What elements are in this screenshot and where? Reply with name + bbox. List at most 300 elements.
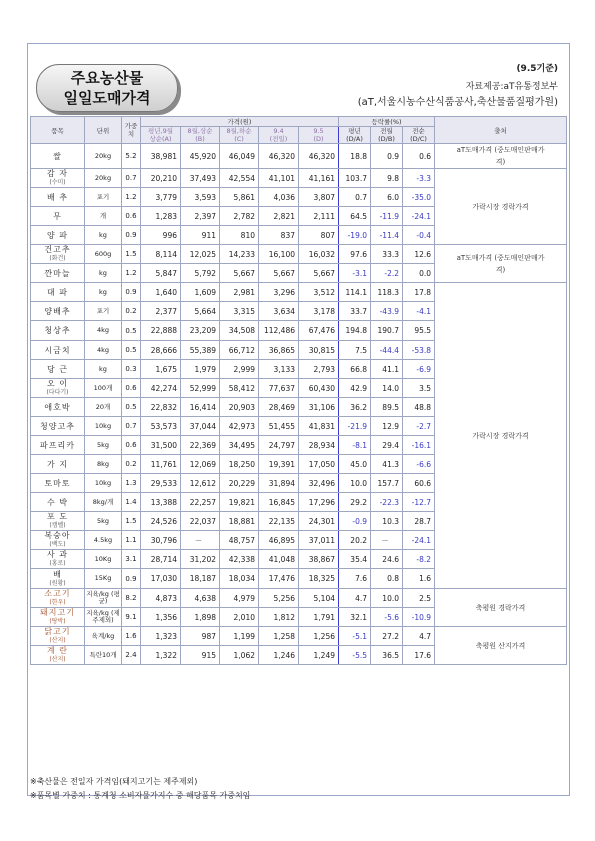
price-cell-a: 13,388	[141, 493, 181, 512]
price-cell-b: －	[181, 531, 220, 550]
weight-cell: 0.5	[122, 398, 141, 417]
price-cell-d: 60,430	[299, 379, 339, 398]
rate-cell-r2: 33.3	[371, 245, 403, 264]
weight-cell: 0.9	[122, 569, 141, 589]
price-cell-c: 18,250	[220, 455, 259, 474]
price-cell-a: 11,761	[141, 455, 181, 474]
price-cell-d: 3,178	[299, 302, 339, 321]
source-cell: 가락시장 경락가격	[435, 169, 567, 245]
item-name-cell	[31, 550, 85, 569]
price-cell-a: 1,283	[141, 207, 181, 226]
price-cell-d: 18,325	[299, 569, 339, 589]
price-cell-a: 28,714	[141, 550, 181, 569]
item-name: 양 파	[47, 230, 68, 240]
rate-cell-r2: 27.2	[371, 627, 403, 646]
rate-cell-r2: 0.9	[371, 144, 403, 169]
price-cell-a: 5,847	[141, 264, 181, 283]
price-cell-b: 52,999	[181, 379, 220, 398]
item-name-cell	[31, 627, 85, 646]
rate-cell-r3: 4.7	[403, 627, 435, 646]
base-date: (9.5기준)	[516, 64, 558, 74]
price-cell-d: 24,301	[299, 512, 339, 531]
weight-cell: 1.3	[122, 474, 141, 493]
rate-cell-r1: 7.5	[339, 341, 371, 360]
rate-cell-r1: 114.1	[339, 283, 371, 302]
rate-cell-r1: -21.9	[339, 417, 371, 436]
rate-cell-r1: 45.0	[339, 455, 371, 474]
item-name: 대 파	[47, 287, 68, 297]
item-name: 청양고추	[40, 421, 75, 431]
price-cell-b: 22,257	[181, 493, 220, 512]
price-cell-b: 915	[181, 646, 220, 665]
source-cell: 축평원 산지가격	[435, 627, 567, 665]
rate-cell-r2: 118.3	[371, 283, 403, 302]
price-cell-b: 12,612	[181, 474, 220, 493]
weight-cell: 1.4	[122, 493, 141, 512]
header-price-col-sub: (B)	[195, 135, 205, 143]
price-cell-p: 3,634	[259, 302, 299, 321]
header-price-col-main: 8월,하순	[226, 127, 252, 135]
unit-cell: 4kg	[85, 321, 122, 341]
price-cell-a: 1,323	[141, 627, 181, 646]
price-cell-d: 1,249	[299, 646, 339, 665]
weight-cell: 0.2	[122, 302, 141, 321]
price-cell-b: 987	[181, 627, 220, 646]
unit-cell: kg	[85, 360, 122, 379]
rate-cell-r1: 29.2	[339, 493, 371, 512]
item-name: 돼지고기	[40, 608, 75, 617]
rate-cell-r3: 60.6	[403, 474, 435, 493]
price-cell-p: 17,476	[259, 569, 299, 589]
item-name-cell	[31, 531, 85, 550]
unit-cell: 지육/kg (평균)	[85, 589, 122, 608]
item-name-cell	[31, 608, 85, 627]
price-cell-p: 3,296	[259, 283, 299, 302]
price-cell-a: 3,779	[141, 188, 181, 207]
rate-cell-r2: -11.4	[371, 226, 403, 245]
price-cell-d: 67,476	[299, 321, 339, 341]
rate-cell-r3: -8.2	[403, 550, 435, 569]
rate-cell-r1: -0.9	[339, 512, 371, 531]
rate-cell-r1: 7.6	[339, 569, 371, 589]
price-cell-a: 22,888	[141, 321, 181, 341]
unit-cell: 20kg	[85, 169, 122, 188]
price-cell-b: 3,593	[181, 188, 220, 207]
item-name: 쌀	[53, 151, 62, 161]
header-rate-col-main: 전월	[380, 127, 393, 135]
price-cell-b: 12,025	[181, 245, 220, 264]
unit-cell: 10Kg	[85, 550, 122, 569]
unit-cell: 특란10개	[85, 646, 122, 665]
price-cell-a: 53,573	[141, 417, 181, 436]
rate-cell-r1: 18.8	[339, 144, 371, 169]
price-cell-c: 810	[220, 226, 259, 245]
price-cell-b: 31,202	[181, 550, 220, 569]
price-cell-b: 1,609	[181, 283, 220, 302]
price-cell-d: 32,496	[299, 474, 339, 493]
price-cell-b: 1,898	[181, 608, 220, 627]
item-name: 배 추	[47, 192, 68, 202]
rate-cell-r2: 0.8	[371, 569, 403, 589]
price-cell-c: 18,034	[220, 569, 259, 589]
item-name-cell	[31, 360, 85, 379]
price-cell-p: 41,101	[259, 169, 299, 188]
unit-cell: 8kg/개	[85, 493, 122, 512]
weight-cell: 0.7	[122, 417, 141, 436]
rate-cell-r3: 28.7	[403, 512, 435, 531]
price-cell-a: 1,356	[141, 608, 181, 627]
unit-cell: 지육/kg (제주제외)	[85, 608, 122, 627]
price-cell-c: 5,667	[220, 264, 259, 283]
price-cell-d: 2,111	[299, 207, 339, 226]
rate-cell-r2: －	[371, 531, 403, 550]
header-weight: 가중치	[122, 117, 141, 144]
price-cell-c: 5,861	[220, 188, 259, 207]
item-name: 파프리카	[40, 440, 75, 450]
unit-cell: 10kg	[85, 474, 122, 493]
item-name: 시금치	[44, 345, 71, 355]
unit-cell: 15Kg	[85, 569, 122, 589]
price-cell-b: 5,664	[181, 302, 220, 321]
weight-cell: 0.7	[122, 169, 141, 188]
price-cell-b: 22,037	[181, 512, 220, 531]
rate-cell-r1: 66.8	[339, 360, 371, 379]
item-name-cell	[31, 226, 85, 245]
price-cell-b: 1,979	[181, 360, 220, 379]
rate-cell-r3: 12.6	[403, 245, 435, 264]
price-cell-p: 5,667	[259, 264, 299, 283]
item-name: 양배추	[44, 306, 71, 316]
price-cell-c: 2,981	[220, 283, 259, 302]
rate-cell-r2: -44.4	[371, 341, 403, 360]
weight-cell: 0.5	[122, 341, 141, 360]
rate-cell-r2: 9.8	[371, 169, 403, 188]
price-cell-p: 5,256	[259, 589, 299, 608]
item-name-cell	[31, 589, 85, 608]
price-cell-p: 51,455	[259, 417, 299, 436]
unit-cell: 4.5kg	[85, 531, 122, 550]
header-source: 출처	[435, 117, 567, 144]
item-name-cell	[31, 169, 85, 188]
price-cell-c: 18,881	[220, 512, 259, 531]
table-row	[31, 283, 567, 302]
rate-cell-r1: 10.0	[339, 474, 371, 493]
item-name: 수 박	[47, 497, 68, 507]
footnote-2: ※품목별 가중치 : 통계청 소비자물가지수 중 해당품목 가중치임	[30, 791, 251, 800]
price-cell-c: 2,999	[220, 360, 259, 379]
header-rate-col-main: 평년	[348, 127, 361, 135]
weight-cell: 0.2	[122, 455, 141, 474]
item-name: 무	[53, 211, 62, 221]
rate-cell-r3: -35.0	[403, 188, 435, 207]
header-rate-group: 등락률(%)	[339, 117, 435, 127]
source-cell: aT도매가격 (중도매인판매가격)	[435, 245, 567, 283]
price-cell-a: 17,030	[141, 569, 181, 589]
price-cell-c: 19,821	[220, 493, 259, 512]
price-cell-b: 45,920	[181, 144, 220, 169]
rate-cell-r2: -5.6	[371, 608, 403, 627]
rate-cell-r1: 0.7	[339, 188, 371, 207]
price-cell-p: 36,865	[259, 341, 299, 360]
price-cell-d: 17,296	[299, 493, 339, 512]
item-name-cell	[31, 264, 85, 283]
weight-cell: 0.5	[122, 321, 141, 341]
header-price-group: 가격(원)	[141, 117, 339, 127]
item-name-cell	[31, 512, 85, 531]
source-provider: 자료제공:aT유통정보부	[465, 82, 558, 92]
price-cell-b: 16,414	[181, 398, 220, 417]
rate-cell-r3: 1.6	[403, 569, 435, 589]
rate-cell-r3: -6.6	[403, 455, 435, 474]
item-name: 사 과	[47, 550, 68, 559]
rate-cell-r1: 42.9	[339, 379, 371, 398]
header-item: 품목	[31, 117, 85, 144]
item-variety: (수미)	[49, 179, 66, 186]
price-cell-b: 55,389	[181, 341, 220, 360]
weight-cell: 0.6	[122, 436, 141, 455]
item-name-cell	[31, 417, 85, 436]
unit-cell: 600g	[85, 245, 122, 264]
rate-cell-r3: 0.0	[403, 264, 435, 283]
table-row	[31, 169, 567, 188]
unit-cell: 5kg	[85, 512, 122, 531]
item-variety: (산지)	[49, 637, 66, 644]
rate-cell-r1: 35.4	[339, 550, 371, 569]
price-cell-d: 46,320	[299, 144, 339, 169]
header-price-col-main: 8월,상순	[187, 127, 213, 135]
rate-cell-r1: -5.1	[339, 627, 371, 646]
price-cell-c: 3,315	[220, 302, 259, 321]
price-cell-c: 34,508	[220, 321, 259, 341]
title-line-2: 일일도매가격	[63, 89, 151, 107]
rate-cell-r2: 190.7	[371, 321, 403, 341]
header-rate-col	[371, 127, 403, 144]
unit-cell: 4kg	[85, 341, 122, 360]
rate-cell-r3: -16.1	[403, 436, 435, 455]
item-name-cell	[31, 646, 85, 665]
price-cell-a: 1,640	[141, 283, 181, 302]
price-cell-b: 37,044	[181, 417, 220, 436]
price-cell-p: 28,469	[259, 398, 299, 417]
unit-cell: 20kg	[85, 144, 122, 169]
price-cell-p: 46,895	[259, 531, 299, 550]
rate-cell-r3: -10.9	[403, 608, 435, 627]
price-cell-a: 29,533	[141, 474, 181, 493]
price-cell-b: 2,397	[181, 207, 220, 226]
table-row	[31, 144, 567, 169]
price-cell-d: 1,791	[299, 608, 339, 627]
price-cell-a: 996	[141, 226, 181, 245]
item-name: 포 도	[47, 512, 68, 521]
price-cell-a: 24,526	[141, 512, 181, 531]
header-rate-col	[403, 127, 435, 144]
rate-cell-r3: 0.6	[403, 144, 435, 169]
table-row	[31, 245, 567, 264]
weight-cell: 1.6	[122, 627, 141, 646]
weight-cell: 1.1	[122, 531, 141, 550]
price-cell-p: 2,821	[259, 207, 299, 226]
rate-cell-r3: -53.8	[403, 341, 435, 360]
price-cell-c: 48,757	[220, 531, 259, 550]
header-rate-col	[339, 127, 371, 144]
price-cell-b: 18,187	[181, 569, 220, 589]
price-cell-d: 16,032	[299, 245, 339, 264]
rate-cell-r1: -8.1	[339, 436, 371, 455]
header-price-col	[299, 127, 339, 144]
rate-cell-r3: -24.1	[403, 531, 435, 550]
weight-cell: 0.9	[122, 283, 141, 302]
price-cell-b: 23,209	[181, 321, 220, 341]
footnotes	[30, 775, 250, 803]
price-cell-p: 837	[259, 226, 299, 245]
price-cell-b: 5,792	[181, 264, 220, 283]
price-cell-c: 20,903	[220, 398, 259, 417]
price-cell-b: 12,069	[181, 455, 220, 474]
rate-cell-r3: 17.8	[403, 283, 435, 302]
price-cell-p: 1,258	[259, 627, 299, 646]
item-variety: (캠벨)	[49, 522, 66, 529]
unit-cell: 8kg	[85, 455, 122, 474]
item-name-cell	[31, 398, 85, 417]
weight-cell: 5.2	[122, 144, 141, 169]
item-name-cell	[31, 302, 85, 321]
source-agencies: (aT,서울시농수산식품공사,축산물품질평가원)	[357, 97, 558, 108]
rate-cell-r2: 36.5	[371, 646, 403, 665]
price-cell-c: 2,782	[220, 207, 259, 226]
price-cell-p: 77,637	[259, 379, 299, 398]
rate-cell-r1: 194.8	[339, 321, 371, 341]
weight-cell: 0.6	[122, 379, 141, 398]
rate-cell-r2: 89.5	[371, 398, 403, 417]
rate-cell-r3: -12.7	[403, 493, 435, 512]
item-variety: (다다기)	[46, 389, 69, 396]
rate-cell-r3: -24.1	[403, 207, 435, 226]
header-price-col	[259, 127, 299, 144]
price-cell-p: 1,246	[259, 646, 299, 665]
price-cell-a: 4,873	[141, 589, 181, 608]
table-row	[31, 627, 567, 646]
price-table	[30, 116, 567, 665]
rate-cell-r1: -3.1	[339, 264, 371, 283]
price-cell-d: 41,831	[299, 417, 339, 436]
price-cell-a: 30,796	[141, 531, 181, 550]
unit-cell: 20개	[85, 398, 122, 417]
weight-cell: 1.2	[122, 264, 141, 283]
item-name-cell	[31, 436, 85, 455]
price-cell-a: 2,377	[141, 302, 181, 321]
item-name: 가 지	[47, 459, 68, 469]
rate-cell-r3: 48.8	[403, 398, 435, 417]
rate-cell-r2: 41.3	[371, 455, 403, 474]
header-price-col-sub: (C)	[234, 135, 244, 143]
header-price-col-sub: 상순(A)	[149, 135, 172, 143]
rate-cell-r1: 64.5	[339, 207, 371, 226]
weight-cell: 0.6	[122, 207, 141, 226]
title-line-1: 주요농산물	[70, 69, 144, 87]
rate-cell-r3: -6.9	[403, 360, 435, 379]
item-variety: (산지)	[49, 656, 66, 663]
price-cell-d: 37,011	[299, 531, 339, 550]
item-name-cell	[31, 569, 85, 589]
price-cell-b: 4,638	[181, 589, 220, 608]
rate-cell-r2: 157.7	[371, 474, 403, 493]
item-name: 애호박	[44, 402, 71, 412]
item-name-cell	[31, 245, 85, 264]
rate-cell-r1: 4.7	[339, 589, 371, 608]
item-name: 복숭아	[44, 531, 71, 540]
rate-cell-r2: 24.6	[371, 550, 403, 569]
price-cell-c: 42,973	[220, 417, 259, 436]
rate-cell-r2: 14.0	[371, 379, 403, 398]
price-cell-d: 1,256	[299, 627, 339, 646]
item-name-cell	[31, 188, 85, 207]
unit-cell: 육계/kg	[85, 627, 122, 646]
item-name: 감 자	[47, 169, 68, 178]
rate-cell-r2: -22.3	[371, 493, 403, 512]
price-cell-d: 5,104	[299, 589, 339, 608]
item-name-cell	[31, 455, 85, 474]
rate-cell-r2: -11.9	[371, 207, 403, 226]
price-cell-b: 37,493	[181, 169, 220, 188]
price-table-body	[31, 144, 567, 665]
price-cell-c: 34,495	[220, 436, 259, 455]
header-price-col-main: 9.5	[313, 127, 324, 135]
weight-cell: 0.3	[122, 360, 141, 379]
header-price-col-sub: (전일)	[269, 135, 288, 143]
price-cell-c: 4,979	[220, 589, 259, 608]
rate-cell-r3: 95.5	[403, 321, 435, 341]
rate-cell-r3: -0.4	[403, 226, 435, 245]
weight-cell: 2.4	[122, 646, 141, 665]
price-cell-c: 1,062	[220, 646, 259, 665]
item-name-cell	[31, 379, 85, 398]
price-cell-d: 17,050	[299, 455, 339, 474]
price-cell-a: 28,666	[141, 341, 181, 360]
rate-cell-r1: 33.7	[339, 302, 371, 321]
header-unit: 단위	[85, 117, 122, 144]
price-cell-d: 3,512	[299, 283, 339, 302]
price-cell-a: 22,832	[141, 398, 181, 417]
price-cell-d: 41,161	[299, 169, 339, 188]
price-cell-d: 807	[299, 226, 339, 245]
unit-cell: kg	[85, 264, 122, 283]
header-price-col	[220, 127, 259, 144]
source-cell: 축평원 경락가격	[435, 589, 567, 627]
price-cell-a: 1,322	[141, 646, 181, 665]
weight-cell: 9.1	[122, 608, 141, 627]
price-cell-c: 46,049	[220, 144, 259, 169]
weight-cell: 1.2	[122, 188, 141, 207]
price-cell-p: 1,812	[259, 608, 299, 627]
price-cell-d: 3,807	[299, 188, 339, 207]
rate-cell-r1: 103.7	[339, 169, 371, 188]
price-cell-p: 22,135	[259, 512, 299, 531]
item-variety: (화건)	[49, 255, 66, 262]
unit-cell: kg	[85, 283, 122, 302]
price-cell-p: 19,391	[259, 455, 299, 474]
item-name-cell	[31, 283, 85, 302]
price-cell-c: 42,554	[220, 169, 259, 188]
weight-cell: 1.5	[122, 245, 141, 264]
price-cell-p: 4,036	[259, 188, 299, 207]
price-cell-c: 58,412	[220, 379, 259, 398]
item-name-cell	[31, 321, 85, 341]
weight-cell: 3.1	[122, 550, 141, 569]
item-variety: (탕박)	[49, 618, 66, 625]
price-cell-p: 41,048	[259, 550, 299, 569]
price-cell-c: 20,229	[220, 474, 259, 493]
rate-cell-r1: 32.1	[339, 608, 371, 627]
